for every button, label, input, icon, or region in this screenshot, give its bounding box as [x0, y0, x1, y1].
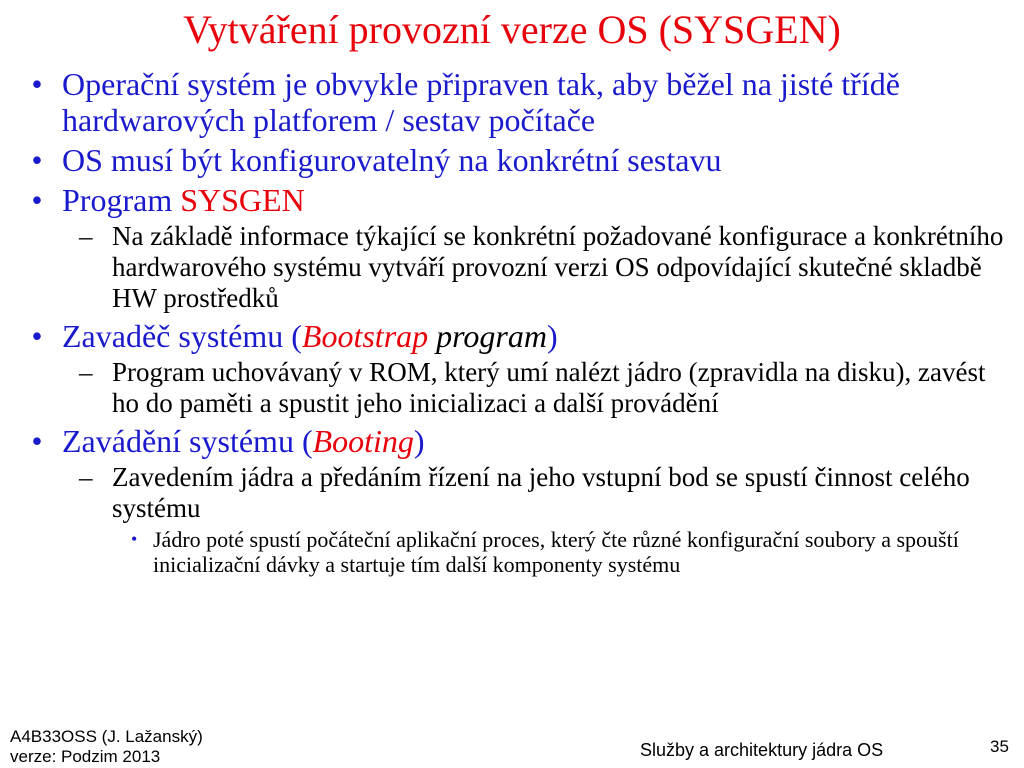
- dash-icon: –: [79, 357, 93, 387]
- bullet-icon: •: [31, 182, 43, 218]
- highlight-text: Bootstrap: [301, 318, 429, 354]
- footer-topic: Služby a architektury jádra OS: [640, 740, 884, 760]
- bullet-text: Zavaděč systému (: [62, 318, 302, 354]
- bullet-text: Program: [62, 182, 181, 218]
- slide-title: Vytváření provozní verze OS (SYSGEN): [183, 7, 841, 52]
- sub-bullet-text: Na základě informace týkající se konkrétní požadované konfigurace a konkrétního hardwarového systému vytváří provozní verzi OS odpovídající skutečné skladbě HW prostředků: [112, 221, 1004, 313]
- bullet-item: [31, 182, 962, 218]
- bullet-text: Zavádění systému (: [62, 423, 313, 459]
- bullet-item: [31, 66, 962, 138]
- bullet-item: [31, 423, 962, 459]
- bullet-icon: •: [31, 142, 43, 178]
- page-number: 35: [990, 737, 1009, 756]
- dash-icon: –: [79, 221, 93, 251]
- italic-text: program: [428, 318, 547, 354]
- bullet-text-suffix: ): [413, 423, 425, 459]
- sub-bullet-text: Zavedením jádra a předáním řízení na jeho vstupní bod se spustí činnost celého systému: [112, 462, 970, 523]
- footer-version: verze: Podzim 2013: [10, 747, 161, 766]
- bullet-text: OS musí být konfigurovatelný na konkrétní sestavu: [62, 142, 722, 178]
- highlight-text: SYSGEN: [180, 182, 305, 218]
- sub-sub-bullet-item: [131, 527, 1003, 577]
- sub-bullet-item: [79, 221, 1007, 314]
- footer-course-info: [10, 727, 203, 767]
- highlight-text: Booting: [312, 423, 414, 459]
- bullet-item: [31, 142, 962, 178]
- bullet-icon: •: [31, 318, 43, 354]
- sub-sub-bullet-text: Jádro poté spustí počáteční aplikační proces, který čte různé konfigurační soubory a spouští inicializační dávky a startuje tím další komponenty systému: [153, 527, 959, 577]
- bullet-item: [31, 318, 962, 354]
- bullet-icon: •: [31, 423, 43, 459]
- bullet-text: Operační systém je obvykle připraven tak, aby běžel na jisté třídě hardwarových platforem / sestav počítače: [62, 66, 900, 138]
- bullet-icon: •: [131, 529, 138, 549]
- sub-bullet-item: [79, 462, 1007, 524]
- sub-bullet-item: [79, 357, 1007, 419]
- dash-icon: –: [79, 462, 93, 492]
- sub-bullet-text: Program uchovávaný v ROM, který umí nalézt jádro (zpravidla na disku), zavést ho do paměti a spustit jeho inicializaci a další provádění: [112, 357, 986, 418]
- bullet-icon: •: [31, 66, 43, 102]
- bullet-text-suffix: ): [546, 318, 558, 354]
- slide-content: [0, 62, 1024, 577]
- footer-course: A4B33OSS (J. Lažanský): [10, 727, 203, 746]
